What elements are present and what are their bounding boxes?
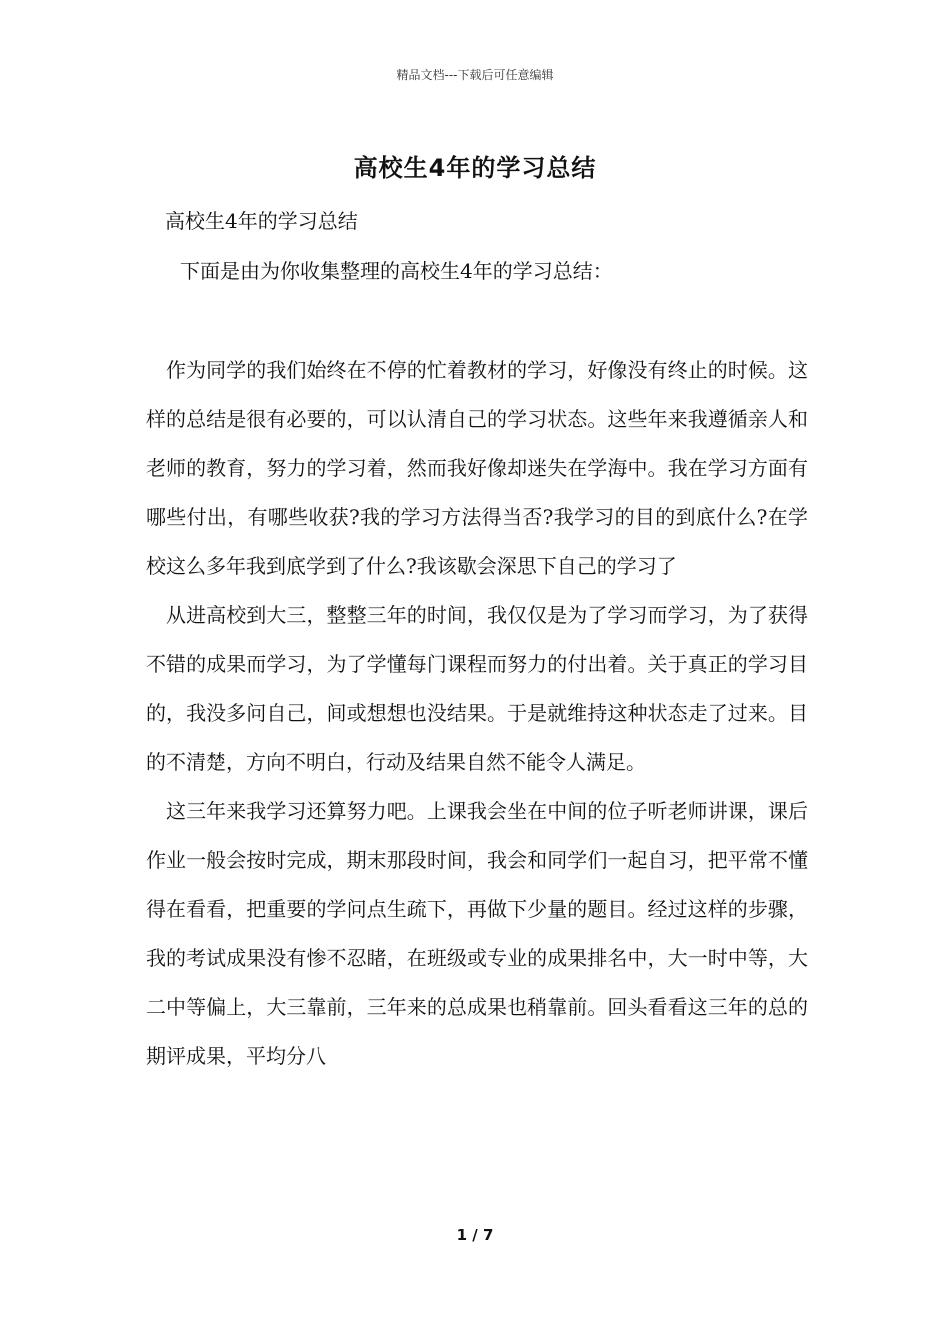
paragraph: 作为同学的我们始终在不停的忙着教材的学习，好像没有终止的时候。这样的总结是很有必要的，可以认清自己的学习状态。这些年来我遵循亲人和老师的教育，努力的学习着，然而我好像却迷失在学海中。我在学习方面有哪些付出，有哪些收获?我的学习方法得当否?我学习的目的到底什么?在学校这么多年我到底学到了什么?我该歇会深思下自己的学习了 <box>146 358 808 578</box>
paragraph: 从进高校到大三，整整三年的时间，我仅仅是为了学习而学习，为了获得不错的成果而学习，为了学懂每门课程而努力的付出着。关于真正的学习目的，我没多问自己，间或想想也没结果。于是就维持这种状态走了过来。目的不清楚，方向不明白，行动及结果自然不能令人满足。 <box>146 603 808 774</box>
paragraph: 这三年来我学习还算努力吧。上课我会坐在中间的位子听老师讲课，课后作业一般会按时完成，期末那段时间，我会和同学们一起自习，把平常不懂得在看看，把重要的学问点生疏下，再做下少量的题目。经过这样的步骤，我的考试成果没有惨不忍睹，在班级或专业的成果排名中，大一时中等，大二中等偏上，大三靠前，三年来的总成果也稍靠前。回头看看这三年的总的期评成果，平均分八 <box>146 799 808 1068</box>
intro-line: 下面是由为你收集整理的高校生4年的学习总结： <box>180 259 613 283</box>
page-number: 1 / 7 <box>456 1226 494 1244</box>
document-body <box>146 346 808 1081</box>
document-subtitle: 高校生4年的学习总结 <box>165 209 358 233</box>
document-title: 高校生4年的学习总结 <box>353 154 597 182</box>
page-header: 精品文档---下载后可任意编辑 <box>396 68 554 82</box>
